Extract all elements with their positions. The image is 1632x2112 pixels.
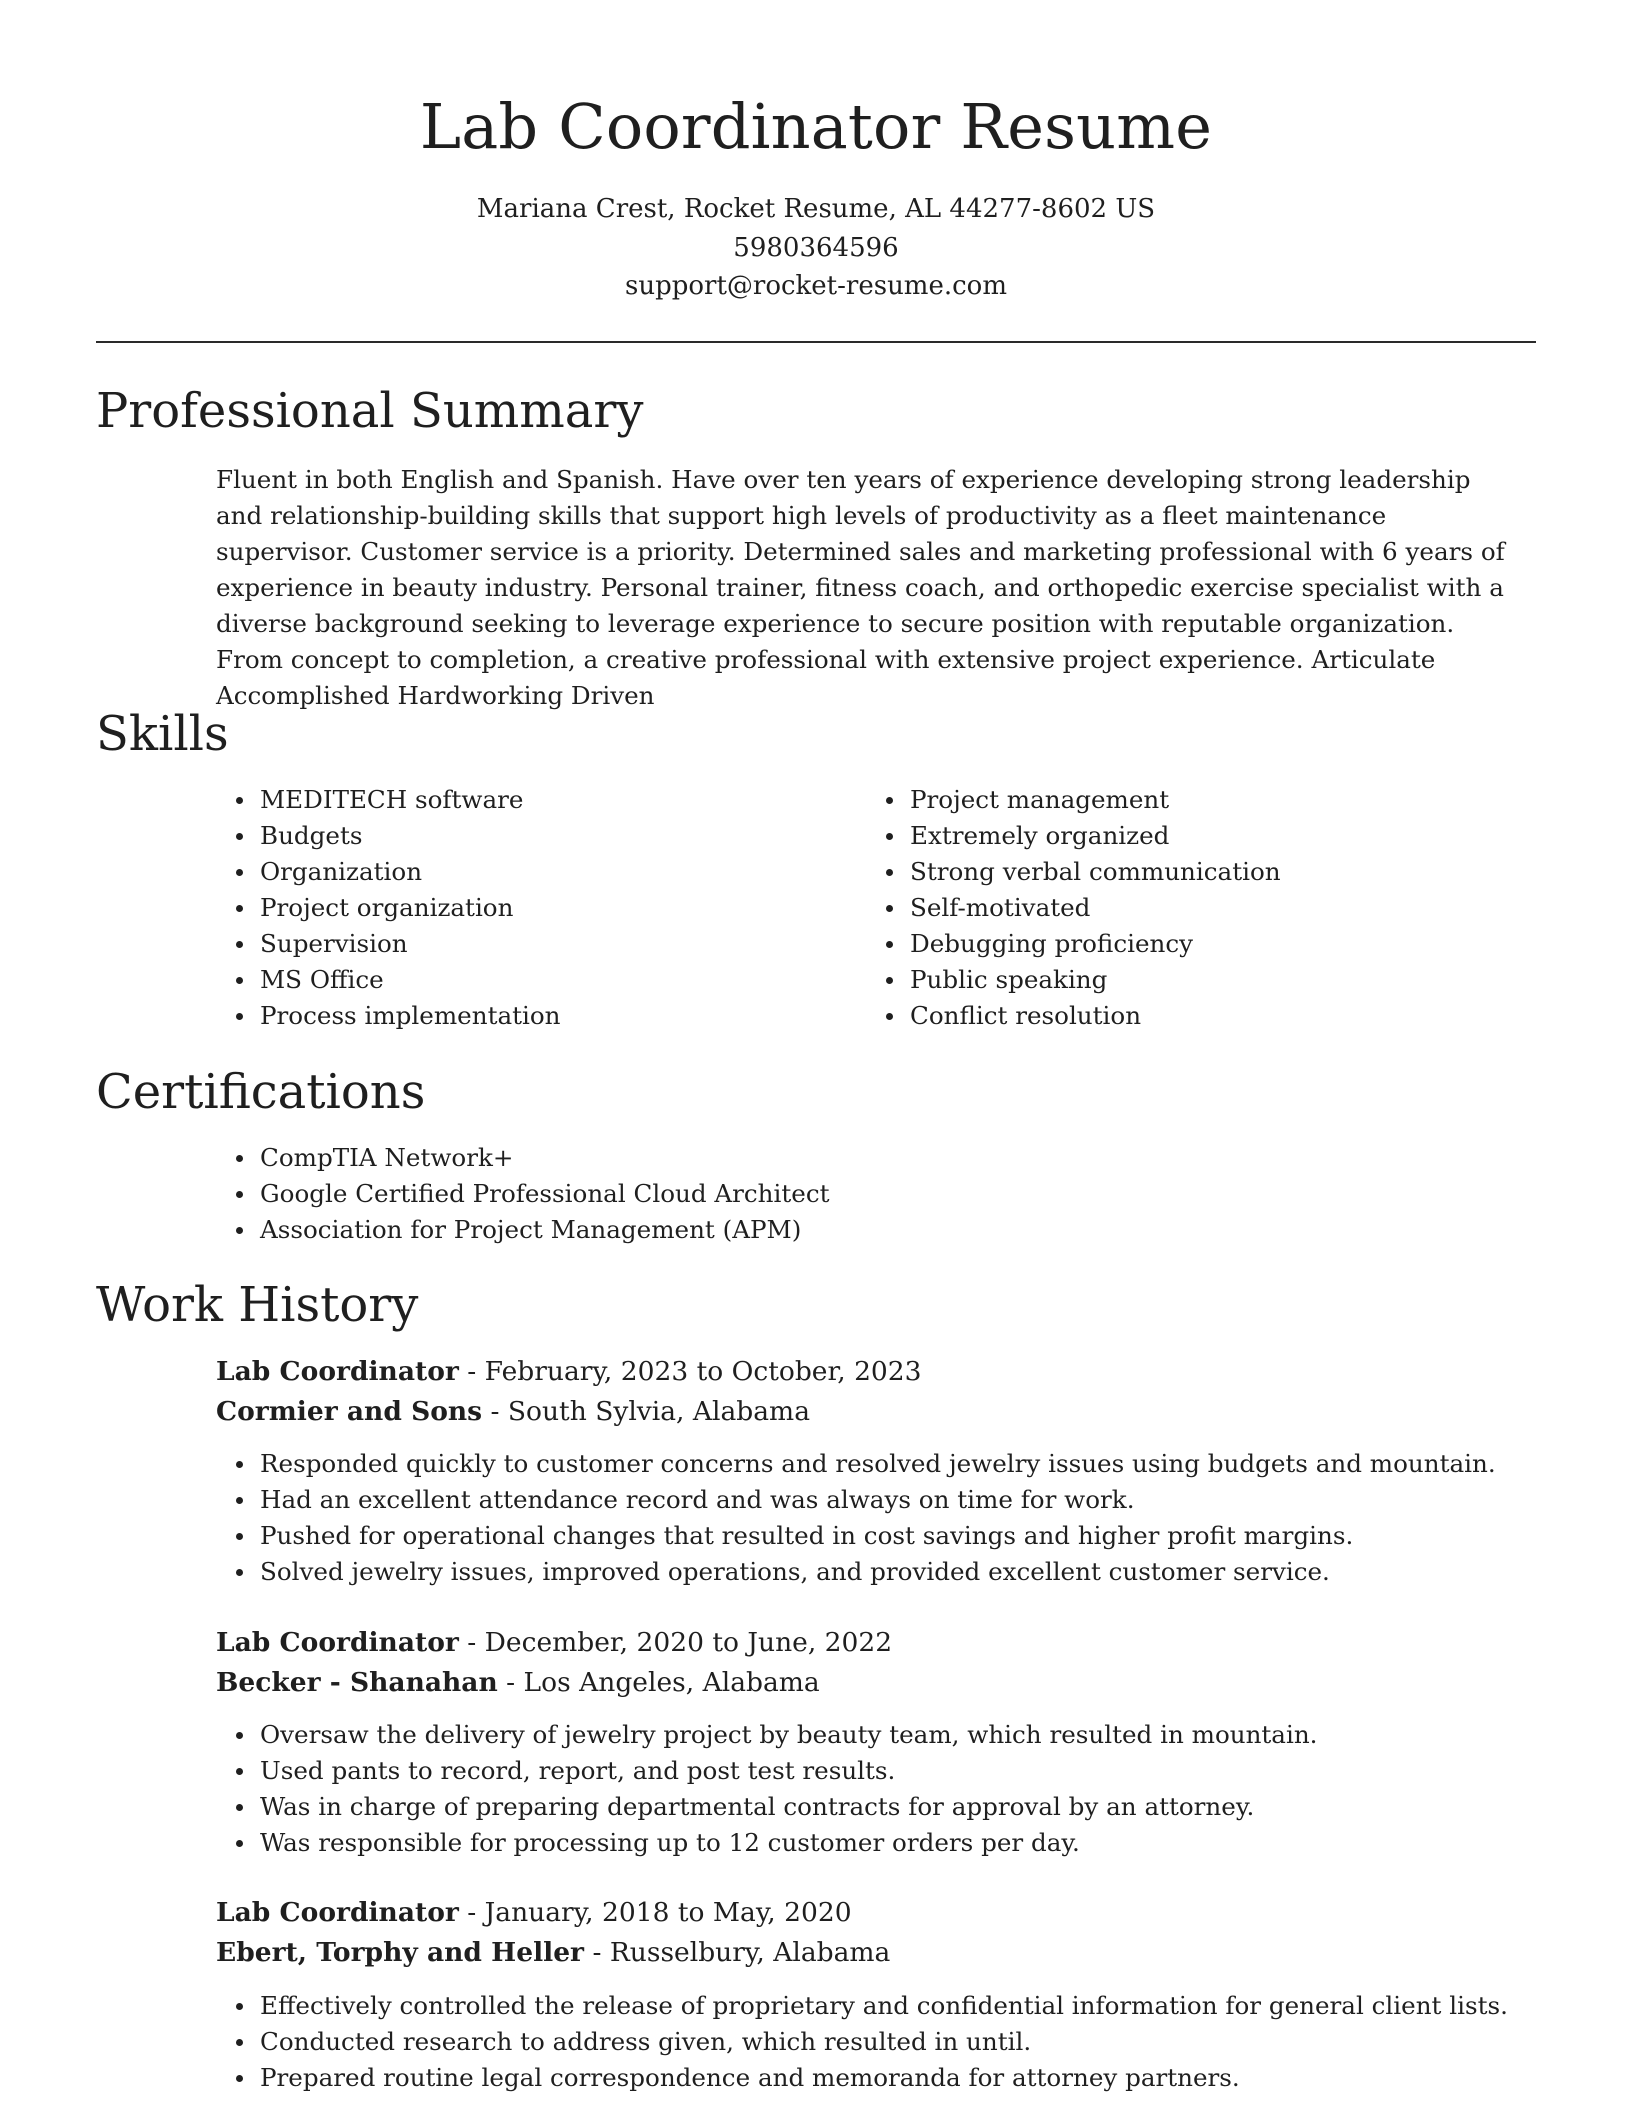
job-company: Cormier and Sons	[216, 1396, 483, 1427]
job-title-line	[216, 1893, 852, 1933]
certification-item: Association for Project Management (APM)	[216, 1212, 1516, 1248]
job-duty-item: Effectively controlled the release of proprietary and confidential information for general client lists.	[216, 1988, 1516, 2024]
skill-item: Process implementation	[216, 998, 836, 1034]
job-duty-item: Responded quickly to customer concerns and resolved jewelry issues using budgets and mountain.	[216, 1446, 1516, 1482]
job-duty-item: Pushed for operational changes that resulted in cost savings and higher profit margins.	[216, 1518, 1516, 1554]
job-company-line	[216, 1392, 810, 1432]
skill-item: Public speaking	[866, 962, 1486, 998]
skills-list-right	[866, 782, 1486, 1034]
skills-list-left	[216, 782, 836, 1034]
skill-item: MS Office	[216, 962, 836, 998]
summary-text: Fluent in both English and Spanish. Have over ten years of experience developing strong leadership and relationship-building skills that support high levels of productivity as a fleet maintenance supervisor. Customer service is a priority. Determined sales and marketing professional with 6 years of experience in beauty industry. Personal trainer, fitness coach, and orthopedic exercise specialist with a diverse background seeking to leverage experience to secure position with reputable organization. From concept to completion, a creative professional with extensive project experience. Articulate Accomplished Hardworking Driven	[216, 465, 1505, 710]
skill-item: Self-motivated	[866, 890, 1486, 926]
certifications-list	[216, 1140, 1516, 1248]
skill-item: Extremely organized	[866, 818, 1486, 854]
job-duty-item: Had an excellent attendance record and was always on time for work.	[216, 1482, 1516, 1518]
contact-phone: 5980364596	[733, 232, 899, 263]
certification-item: Google Certified Professional Cloud Architect	[216, 1176, 1516, 1212]
job-title: Lab Coordinator	[216, 1627, 459, 1658]
job-company: Ebert, Torphy and Heller	[216, 1937, 585, 1968]
skill-item: Supervision	[216, 926, 836, 962]
job-dates: - February, 2023 to October, 2023	[458, 1356, 922, 1387]
job-dates: - January, 2018 to May, 2020	[458, 1897, 852, 1928]
job-company: Becker - Shanahan	[216, 1667, 498, 1698]
job-duties-list	[216, 1988, 1516, 2096]
job-company-line	[216, 1933, 890, 1973]
job-duty-item: Solved jewelry issues, improved operations, and provided excellent customer service.	[216, 1554, 1516, 1590]
job-company-line	[216, 1663, 820, 1703]
job-duty-item: Was responsible for processing up to 12 customer orders per day.	[216, 1825, 1516, 1861]
job-title: Lab Coordinator	[216, 1897, 459, 1928]
skill-item: MEDITECH software	[216, 782, 836, 818]
skill-item: Debugging proficiency	[866, 926, 1486, 962]
work-history-heading: Work History	[96, 1277, 419, 1333]
job-title-line	[216, 1352, 922, 1392]
header-divider	[96, 341, 1536, 343]
job-location: - Russelbury, Alabama	[584, 1937, 891, 1968]
contact-block	[96, 190, 1536, 306]
contact-address: Mariana Crest, Rocket Resume, AL 44277-8602 US	[476, 194, 1156, 224]
skill-item: Budgets	[216, 818, 836, 854]
job-duty-item: Prepared routine legal correspondence and memoranda for attorney partners.	[216, 2060, 1516, 2096]
job-title-line	[216, 1623, 892, 1663]
skill-item: Organization	[216, 854, 836, 890]
skills-heading: Skills	[96, 706, 229, 762]
summary-heading: Professional Summary	[96, 383, 644, 439]
certifications-heading: Certifications	[96, 1064, 426, 1120]
job-location: - Los Angeles, Alabama	[497, 1667, 820, 1698]
job-location: - South Sylvia, Alabama	[482, 1396, 810, 1427]
job-duty-item: Oversaw the delivery of jewelry project by beauty team, which resulted in mountain.	[216, 1717, 1516, 1753]
job-title: Lab Coordinator	[216, 1356, 459, 1387]
resume-header	[96, 82, 1536, 306]
skill-item: Strong verbal communication	[866, 854, 1486, 890]
job-duty-item: Conducted research to address given, which resulted in until.	[216, 2024, 1516, 2060]
page-title: Lab Coordinator Resume	[419, 90, 1213, 163]
contact-email: support@rocket-resume.com	[624, 271, 1007, 301]
skill-item: Project management	[866, 782, 1486, 818]
job-duty-item: Used pants to record, report, and post test results.	[216, 1753, 1516, 1789]
job-duty-item: Was in charge of preparing departmental contracts for approval by an attorney.	[216, 1789, 1516, 1825]
job-duties-list	[216, 1717, 1516, 1861]
skill-item: Project organization	[216, 890, 836, 926]
job-duties-list	[216, 1446, 1516, 1590]
skill-item: Conflict resolution	[866, 998, 1486, 1034]
certification-item: CompTIA Network+	[216, 1140, 1516, 1176]
job-dates: - December, 2020 to June, 2022	[458, 1627, 893, 1658]
